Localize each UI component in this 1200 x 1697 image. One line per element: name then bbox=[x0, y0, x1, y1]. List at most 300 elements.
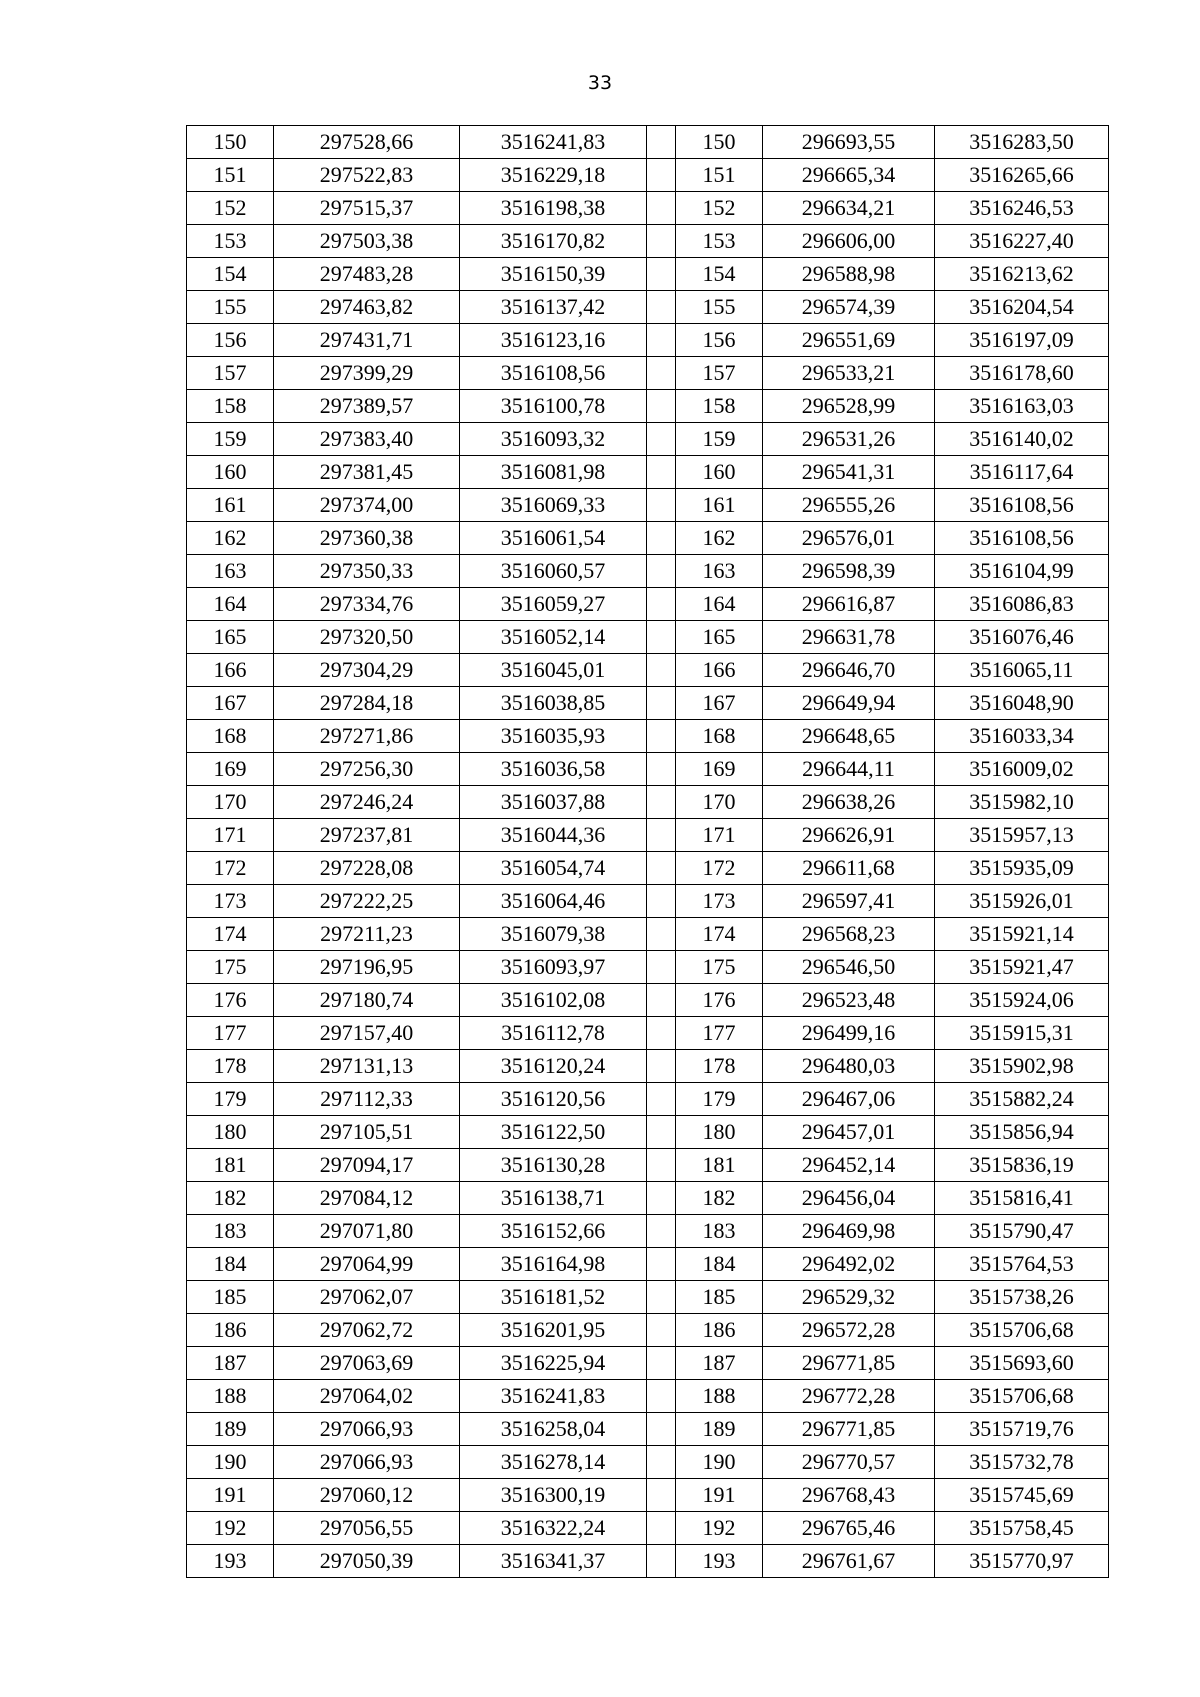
separator-cell bbox=[647, 423, 676, 456]
coordinates-table bbox=[186, 125, 1109, 1578]
table-row bbox=[187, 984, 1109, 1017]
table-row bbox=[187, 1248, 1109, 1281]
left-point-number-cell: 192 bbox=[187, 1512, 274, 1545]
left-y-coordinate-cell: 3516198,38 bbox=[460, 192, 647, 225]
right-point-number-cell: 187 bbox=[676, 1347, 763, 1380]
separator-cell bbox=[647, 1446, 676, 1479]
left-point-number-cell: 169 bbox=[187, 753, 274, 786]
right-x-coordinate-cell: 296541,31 bbox=[763, 456, 935, 489]
right-point-number-cell: 152 bbox=[676, 192, 763, 225]
left-x-coordinate-cell: 297066,93 bbox=[274, 1446, 460, 1479]
left-x-coordinate-cell: 297056,55 bbox=[274, 1512, 460, 1545]
left-y-coordinate-cell: 3516054,74 bbox=[460, 852, 647, 885]
right-point-number-cell: 151 bbox=[676, 159, 763, 192]
left-point-number-cell: 153 bbox=[187, 225, 274, 258]
separator-cell bbox=[647, 1248, 676, 1281]
left-y-coordinate-cell: 3516108,56 bbox=[460, 357, 647, 390]
left-point-number-cell: 151 bbox=[187, 159, 274, 192]
left-point-number-cell: 154 bbox=[187, 258, 274, 291]
left-point-number-cell: 172 bbox=[187, 852, 274, 885]
left-x-coordinate-cell: 297237,81 bbox=[274, 819, 460, 852]
right-y-coordinate-cell: 3516265,66 bbox=[935, 159, 1109, 192]
right-x-coordinate-cell: 296456,04 bbox=[763, 1182, 935, 1215]
table-row bbox=[187, 423, 1109, 456]
left-point-number-cell: 167 bbox=[187, 687, 274, 720]
left-y-coordinate-cell: 3516123,16 bbox=[460, 324, 647, 357]
left-y-coordinate-cell: 3516164,98 bbox=[460, 1248, 647, 1281]
right-point-number-cell: 169 bbox=[676, 753, 763, 786]
right-x-coordinate-cell: 296626,91 bbox=[763, 819, 935, 852]
left-x-coordinate-cell: 297483,28 bbox=[274, 258, 460, 291]
left-x-coordinate-cell: 297381,45 bbox=[274, 456, 460, 489]
left-x-coordinate-cell: 297389,57 bbox=[274, 390, 460, 423]
separator-cell bbox=[647, 621, 676, 654]
right-y-coordinate-cell: 3515957,13 bbox=[935, 819, 1109, 852]
separator-cell bbox=[647, 225, 676, 258]
separator-cell bbox=[647, 489, 676, 522]
table-row bbox=[187, 324, 1109, 357]
right-x-coordinate-cell: 296546,50 bbox=[763, 951, 935, 984]
right-x-coordinate-cell: 296646,70 bbox=[763, 654, 935, 687]
left-x-coordinate-cell: 297374,00 bbox=[274, 489, 460, 522]
left-y-coordinate-cell: 3516150,39 bbox=[460, 258, 647, 291]
table-row bbox=[187, 456, 1109, 489]
right-x-coordinate-cell: 296631,78 bbox=[763, 621, 935, 654]
right-point-number-cell: 165 bbox=[676, 621, 763, 654]
left-y-coordinate-cell: 3516093,32 bbox=[460, 423, 647, 456]
right-x-coordinate-cell: 296588,98 bbox=[763, 258, 935, 291]
left-point-number-cell: 184 bbox=[187, 1248, 274, 1281]
left-x-coordinate-cell: 297063,69 bbox=[274, 1347, 460, 1380]
left-y-coordinate-cell: 3516061,54 bbox=[460, 522, 647, 555]
left-y-coordinate-cell: 3516130,28 bbox=[460, 1149, 647, 1182]
left-point-number-cell: 189 bbox=[187, 1413, 274, 1446]
left-x-coordinate-cell: 297360,38 bbox=[274, 522, 460, 555]
right-point-number-cell: 160 bbox=[676, 456, 763, 489]
right-y-coordinate-cell: 3515982,10 bbox=[935, 786, 1109, 819]
right-x-coordinate-cell: 296529,32 bbox=[763, 1281, 935, 1314]
table-row bbox=[187, 192, 1109, 225]
right-point-number-cell: 153 bbox=[676, 225, 763, 258]
right-x-coordinate-cell: 296568,23 bbox=[763, 918, 935, 951]
separator-cell bbox=[647, 786, 676, 819]
separator-cell bbox=[647, 390, 676, 423]
right-x-coordinate-cell: 296492,02 bbox=[763, 1248, 935, 1281]
left-point-number-cell: 158 bbox=[187, 390, 274, 423]
right-x-coordinate-cell: 296771,85 bbox=[763, 1347, 935, 1380]
right-y-coordinate-cell: 3515902,98 bbox=[935, 1050, 1109, 1083]
left-x-coordinate-cell: 297062,72 bbox=[274, 1314, 460, 1347]
right-y-coordinate-cell: 3515693,60 bbox=[935, 1347, 1109, 1380]
right-x-coordinate-cell: 296772,28 bbox=[763, 1380, 935, 1413]
left-x-coordinate-cell: 297284,18 bbox=[274, 687, 460, 720]
right-point-number-cell: 162 bbox=[676, 522, 763, 555]
right-y-coordinate-cell: 3515882,24 bbox=[935, 1083, 1109, 1116]
table-row bbox=[187, 1479, 1109, 1512]
right-y-coordinate-cell: 3516065,11 bbox=[935, 654, 1109, 687]
table-row bbox=[187, 522, 1109, 555]
left-point-number-cell: 161 bbox=[187, 489, 274, 522]
right-x-coordinate-cell: 296761,67 bbox=[763, 1545, 935, 1578]
page-number: 33 bbox=[587, 72, 613, 94]
table-row bbox=[187, 1017, 1109, 1050]
separator-cell bbox=[647, 720, 676, 753]
left-x-coordinate-cell: 297350,33 bbox=[274, 555, 460, 588]
left-point-number-cell: 170 bbox=[187, 786, 274, 819]
right-y-coordinate-cell: 3515924,06 bbox=[935, 984, 1109, 1017]
separator-cell bbox=[647, 1512, 676, 1545]
table-row bbox=[187, 1182, 1109, 1215]
right-x-coordinate-cell: 296665,34 bbox=[763, 159, 935, 192]
right-point-number-cell: 176 bbox=[676, 984, 763, 1017]
left-y-coordinate-cell: 3516064,46 bbox=[460, 885, 647, 918]
right-x-coordinate-cell: 296771,85 bbox=[763, 1413, 935, 1446]
right-x-coordinate-cell: 296457,01 bbox=[763, 1116, 935, 1149]
left-point-number-cell: 163 bbox=[187, 555, 274, 588]
left-point-number-cell: 183 bbox=[187, 1215, 274, 1248]
right-y-coordinate-cell: 3515732,78 bbox=[935, 1446, 1109, 1479]
table-row bbox=[187, 1116, 1109, 1149]
table-row bbox=[187, 159, 1109, 192]
left-point-number-cell: 165 bbox=[187, 621, 274, 654]
left-x-coordinate-cell: 297084,12 bbox=[274, 1182, 460, 1215]
left-x-coordinate-cell: 297196,95 bbox=[274, 951, 460, 984]
left-y-coordinate-cell: 3516241,83 bbox=[460, 1380, 647, 1413]
left-y-coordinate-cell: 3516112,78 bbox=[460, 1017, 647, 1050]
right-y-coordinate-cell: 3516086,83 bbox=[935, 588, 1109, 621]
left-point-number-cell: 182 bbox=[187, 1182, 274, 1215]
right-x-coordinate-cell: 296551,69 bbox=[763, 324, 935, 357]
right-y-coordinate-cell: 3515745,69 bbox=[935, 1479, 1109, 1512]
left-point-number-cell: 157 bbox=[187, 357, 274, 390]
right-y-coordinate-cell: 3516204,54 bbox=[935, 291, 1109, 324]
left-point-number-cell: 177 bbox=[187, 1017, 274, 1050]
separator-cell bbox=[647, 1281, 676, 1314]
table-row bbox=[187, 291, 1109, 324]
left-x-coordinate-cell: 297105,51 bbox=[274, 1116, 460, 1149]
left-y-coordinate-cell: 3516120,24 bbox=[460, 1050, 647, 1083]
left-point-number-cell: 181 bbox=[187, 1149, 274, 1182]
right-x-coordinate-cell: 296598,39 bbox=[763, 555, 935, 588]
right-x-coordinate-cell: 296768,43 bbox=[763, 1479, 935, 1512]
right-point-number-cell: 150 bbox=[676, 126, 763, 159]
right-point-number-cell: 154 bbox=[676, 258, 763, 291]
right-y-coordinate-cell: 3516033,34 bbox=[935, 720, 1109, 753]
right-point-number-cell: 181 bbox=[676, 1149, 763, 1182]
left-x-coordinate-cell: 297211,23 bbox=[274, 918, 460, 951]
right-y-coordinate-cell: 3515915,31 bbox=[935, 1017, 1109, 1050]
right-y-coordinate-cell: 3515764,53 bbox=[935, 1248, 1109, 1281]
left-point-number-cell: 164 bbox=[187, 588, 274, 621]
left-y-coordinate-cell: 3516152,66 bbox=[460, 1215, 647, 1248]
left-point-number-cell: 178 bbox=[187, 1050, 274, 1083]
right-x-coordinate-cell: 296499,16 bbox=[763, 1017, 935, 1050]
right-point-number-cell: 174 bbox=[676, 918, 763, 951]
right-y-coordinate-cell: 3516117,64 bbox=[935, 456, 1109, 489]
right-point-number-cell: 191 bbox=[676, 1479, 763, 1512]
separator-cell bbox=[647, 1347, 676, 1380]
table-row bbox=[187, 1446, 1109, 1479]
separator-cell bbox=[647, 1017, 676, 1050]
right-y-coordinate-cell: 3515758,45 bbox=[935, 1512, 1109, 1545]
table-row bbox=[187, 588, 1109, 621]
table-row bbox=[187, 357, 1109, 390]
right-point-number-cell: 173 bbox=[676, 885, 763, 918]
left-point-number-cell: 173 bbox=[187, 885, 274, 918]
separator-cell bbox=[647, 1050, 676, 1083]
left-point-number-cell: 171 bbox=[187, 819, 274, 852]
right-x-coordinate-cell: 296770,57 bbox=[763, 1446, 935, 1479]
right-point-number-cell: 161 bbox=[676, 489, 763, 522]
left-point-number-cell: 166 bbox=[187, 654, 274, 687]
right-y-coordinate-cell: 3515816,41 bbox=[935, 1182, 1109, 1215]
left-y-coordinate-cell: 3516100,78 bbox=[460, 390, 647, 423]
left-x-coordinate-cell: 297064,02 bbox=[274, 1380, 460, 1413]
right-x-coordinate-cell: 296528,99 bbox=[763, 390, 935, 423]
right-y-coordinate-cell: 3516104,99 bbox=[935, 555, 1109, 588]
left-y-coordinate-cell: 3516079,38 bbox=[460, 918, 647, 951]
left-point-number-cell: 186 bbox=[187, 1314, 274, 1347]
right-point-number-cell: 159 bbox=[676, 423, 763, 456]
separator-cell bbox=[647, 1380, 676, 1413]
table-row bbox=[187, 555, 1109, 588]
right-point-number-cell: 189 bbox=[676, 1413, 763, 1446]
left-x-coordinate-cell: 297463,82 bbox=[274, 291, 460, 324]
separator-cell bbox=[647, 1314, 676, 1347]
right-y-coordinate-cell: 3516227,40 bbox=[935, 225, 1109, 258]
table-row bbox=[187, 390, 1109, 423]
right-y-coordinate-cell: 3515926,01 bbox=[935, 885, 1109, 918]
table-row bbox=[187, 1314, 1109, 1347]
left-y-coordinate-cell: 3516322,24 bbox=[460, 1512, 647, 1545]
right-y-coordinate-cell: 3516163,03 bbox=[935, 390, 1109, 423]
left-point-number-cell: 162 bbox=[187, 522, 274, 555]
right-x-coordinate-cell: 296649,94 bbox=[763, 687, 935, 720]
right-x-coordinate-cell: 296765,46 bbox=[763, 1512, 935, 1545]
left-x-coordinate-cell: 297246,24 bbox=[274, 786, 460, 819]
left-y-coordinate-cell: 3516052,14 bbox=[460, 621, 647, 654]
left-point-number-cell: 191 bbox=[187, 1479, 274, 1512]
table-row bbox=[187, 1413, 1109, 1446]
left-y-coordinate-cell: 3516181,52 bbox=[460, 1281, 647, 1314]
right-point-number-cell: 175 bbox=[676, 951, 763, 984]
table-row bbox=[187, 225, 1109, 258]
left-y-coordinate-cell: 3516300,19 bbox=[460, 1479, 647, 1512]
left-point-number-cell: 152 bbox=[187, 192, 274, 225]
right-y-coordinate-cell: 3515935,09 bbox=[935, 852, 1109, 885]
left-point-number-cell: 190 bbox=[187, 1446, 274, 1479]
right-x-coordinate-cell: 296480,03 bbox=[763, 1050, 935, 1083]
left-y-coordinate-cell: 3516081,98 bbox=[460, 456, 647, 489]
left-y-coordinate-cell: 3516038,85 bbox=[460, 687, 647, 720]
right-x-coordinate-cell: 296648,65 bbox=[763, 720, 935, 753]
left-y-coordinate-cell: 3516229,18 bbox=[460, 159, 647, 192]
separator-cell bbox=[647, 654, 676, 687]
table-row bbox=[187, 1545, 1109, 1578]
right-y-coordinate-cell: 3516009,02 bbox=[935, 753, 1109, 786]
table-row bbox=[187, 786, 1109, 819]
right-x-coordinate-cell: 296469,98 bbox=[763, 1215, 935, 1248]
table-row bbox=[187, 885, 1109, 918]
left-y-coordinate-cell: 3516045,01 bbox=[460, 654, 647, 687]
right-point-number-cell: 182 bbox=[676, 1182, 763, 1215]
separator-cell bbox=[647, 819, 676, 852]
left-point-number-cell: 187 bbox=[187, 1347, 274, 1380]
right-y-coordinate-cell: 3515790,47 bbox=[935, 1215, 1109, 1248]
right-point-number-cell: 172 bbox=[676, 852, 763, 885]
right-x-coordinate-cell: 296693,55 bbox=[763, 126, 935, 159]
left-point-number-cell: 188 bbox=[187, 1380, 274, 1413]
left-y-coordinate-cell: 3516138,71 bbox=[460, 1182, 647, 1215]
separator-cell bbox=[647, 1116, 676, 1149]
table-row bbox=[187, 852, 1109, 885]
left-x-coordinate-cell: 297157,40 bbox=[274, 1017, 460, 1050]
separator-cell bbox=[647, 1413, 676, 1446]
left-point-number-cell: 156 bbox=[187, 324, 274, 357]
separator-cell bbox=[647, 258, 676, 291]
right-x-coordinate-cell: 296634,21 bbox=[763, 192, 935, 225]
right-y-coordinate-cell: 3516283,50 bbox=[935, 126, 1109, 159]
separator-cell bbox=[647, 522, 676, 555]
left-point-number-cell: 179 bbox=[187, 1083, 274, 1116]
table-row bbox=[187, 258, 1109, 291]
right-x-coordinate-cell: 296572,28 bbox=[763, 1314, 935, 1347]
table-row bbox=[187, 720, 1109, 753]
right-y-coordinate-cell: 3516108,56 bbox=[935, 489, 1109, 522]
right-point-number-cell: 188 bbox=[676, 1380, 763, 1413]
right-y-coordinate-cell: 3515921,47 bbox=[935, 951, 1109, 984]
table-row bbox=[187, 1083, 1109, 1116]
right-y-coordinate-cell: 3515719,76 bbox=[935, 1413, 1109, 1446]
separator-cell bbox=[647, 324, 676, 357]
table-row bbox=[187, 753, 1109, 786]
separator-cell bbox=[647, 951, 676, 984]
right-x-coordinate-cell: 296452,14 bbox=[763, 1149, 935, 1182]
left-point-number-cell: 175 bbox=[187, 951, 274, 984]
left-point-number-cell: 168 bbox=[187, 720, 274, 753]
table-row bbox=[187, 819, 1109, 852]
right-y-coordinate-cell: 3515706,68 bbox=[935, 1314, 1109, 1347]
left-x-coordinate-cell: 297383,40 bbox=[274, 423, 460, 456]
left-x-coordinate-cell: 297399,29 bbox=[274, 357, 460, 390]
right-point-number-cell: 186 bbox=[676, 1314, 763, 1347]
right-point-number-cell: 155 bbox=[676, 291, 763, 324]
left-point-number-cell: 180 bbox=[187, 1116, 274, 1149]
separator-cell bbox=[647, 885, 676, 918]
separator-cell bbox=[647, 126, 676, 159]
separator-cell bbox=[647, 1149, 676, 1182]
left-x-coordinate-cell: 297304,29 bbox=[274, 654, 460, 687]
separator-cell bbox=[647, 852, 676, 885]
right-y-coordinate-cell: 3515738,26 bbox=[935, 1281, 1109, 1314]
separator-cell bbox=[647, 555, 676, 588]
left-x-coordinate-cell: 297180,74 bbox=[274, 984, 460, 1017]
left-x-coordinate-cell: 297528,66 bbox=[274, 126, 460, 159]
right-y-coordinate-cell: 3515836,19 bbox=[935, 1149, 1109, 1182]
left-y-coordinate-cell: 3516120,56 bbox=[460, 1083, 647, 1116]
right-point-number-cell: 164 bbox=[676, 588, 763, 621]
right-x-coordinate-cell: 296574,39 bbox=[763, 291, 935, 324]
left-x-coordinate-cell: 297071,80 bbox=[274, 1215, 460, 1248]
left-point-number-cell: 155 bbox=[187, 291, 274, 324]
right-x-coordinate-cell: 296606,00 bbox=[763, 225, 935, 258]
table-row bbox=[187, 621, 1109, 654]
right-point-number-cell: 158 bbox=[676, 390, 763, 423]
left-y-coordinate-cell: 3516170,82 bbox=[460, 225, 647, 258]
right-x-coordinate-cell: 296638,26 bbox=[763, 786, 935, 819]
table-row bbox=[187, 951, 1109, 984]
table-row bbox=[187, 918, 1109, 951]
separator-cell bbox=[647, 159, 676, 192]
left-point-number-cell: 185 bbox=[187, 1281, 274, 1314]
right-y-coordinate-cell: 3515921,14 bbox=[935, 918, 1109, 951]
right-point-number-cell: 157 bbox=[676, 357, 763, 390]
left-x-coordinate-cell: 297064,99 bbox=[274, 1248, 460, 1281]
right-x-coordinate-cell: 296611,68 bbox=[763, 852, 935, 885]
right-point-number-cell: 168 bbox=[676, 720, 763, 753]
table-row bbox=[187, 1512, 1109, 1545]
right-x-coordinate-cell: 296644,11 bbox=[763, 753, 935, 786]
left-y-coordinate-cell: 3516069,33 bbox=[460, 489, 647, 522]
left-x-coordinate-cell: 297050,39 bbox=[274, 1545, 460, 1578]
left-x-coordinate-cell: 297062,07 bbox=[274, 1281, 460, 1314]
table-row bbox=[187, 1281, 1109, 1314]
right-point-number-cell: 177 bbox=[676, 1017, 763, 1050]
separator-cell bbox=[647, 1215, 676, 1248]
right-point-number-cell: 167 bbox=[676, 687, 763, 720]
separator-cell bbox=[647, 1182, 676, 1215]
right-x-coordinate-cell: 296576,01 bbox=[763, 522, 935, 555]
left-point-number-cell: 159 bbox=[187, 423, 274, 456]
table-row bbox=[187, 654, 1109, 687]
separator-cell bbox=[647, 588, 676, 621]
right-y-coordinate-cell: 3516108,56 bbox=[935, 522, 1109, 555]
left-x-coordinate-cell: 297522,83 bbox=[274, 159, 460, 192]
left-x-coordinate-cell: 297515,37 bbox=[274, 192, 460, 225]
right-y-coordinate-cell: 3515770,97 bbox=[935, 1545, 1109, 1578]
right-point-number-cell: 178 bbox=[676, 1050, 763, 1083]
left-y-coordinate-cell: 3516137,42 bbox=[460, 291, 647, 324]
left-y-coordinate-cell: 3516258,04 bbox=[460, 1413, 647, 1446]
right-point-number-cell: 193 bbox=[676, 1545, 763, 1578]
left-x-coordinate-cell: 297131,13 bbox=[274, 1050, 460, 1083]
right-y-coordinate-cell: 3515856,94 bbox=[935, 1116, 1109, 1149]
table-row bbox=[187, 1050, 1109, 1083]
right-x-coordinate-cell: 296597,41 bbox=[763, 885, 935, 918]
left-point-number-cell: 174 bbox=[187, 918, 274, 951]
separator-cell bbox=[647, 1479, 676, 1512]
separator-cell bbox=[647, 687, 676, 720]
left-x-coordinate-cell: 297256,30 bbox=[274, 753, 460, 786]
left-y-coordinate-cell: 3516093,97 bbox=[460, 951, 647, 984]
separator-cell bbox=[647, 291, 676, 324]
left-x-coordinate-cell: 297066,93 bbox=[274, 1413, 460, 1446]
right-y-coordinate-cell: 3515706,68 bbox=[935, 1380, 1109, 1413]
separator-cell bbox=[647, 753, 676, 786]
left-x-coordinate-cell: 297503,38 bbox=[274, 225, 460, 258]
left-point-number-cell: 176 bbox=[187, 984, 274, 1017]
table-row bbox=[187, 687, 1109, 720]
left-x-coordinate-cell: 297094,17 bbox=[274, 1149, 460, 1182]
right-y-coordinate-cell: 3516213,62 bbox=[935, 258, 1109, 291]
left-point-number-cell: 160 bbox=[187, 456, 274, 489]
left-y-coordinate-cell: 3516036,58 bbox=[460, 753, 647, 786]
left-y-coordinate-cell: 3516035,93 bbox=[460, 720, 647, 753]
right-point-number-cell: 192 bbox=[676, 1512, 763, 1545]
left-y-coordinate-cell: 3516225,94 bbox=[460, 1347, 647, 1380]
table-row bbox=[187, 1347, 1109, 1380]
left-y-coordinate-cell: 3516201,95 bbox=[460, 1314, 647, 1347]
